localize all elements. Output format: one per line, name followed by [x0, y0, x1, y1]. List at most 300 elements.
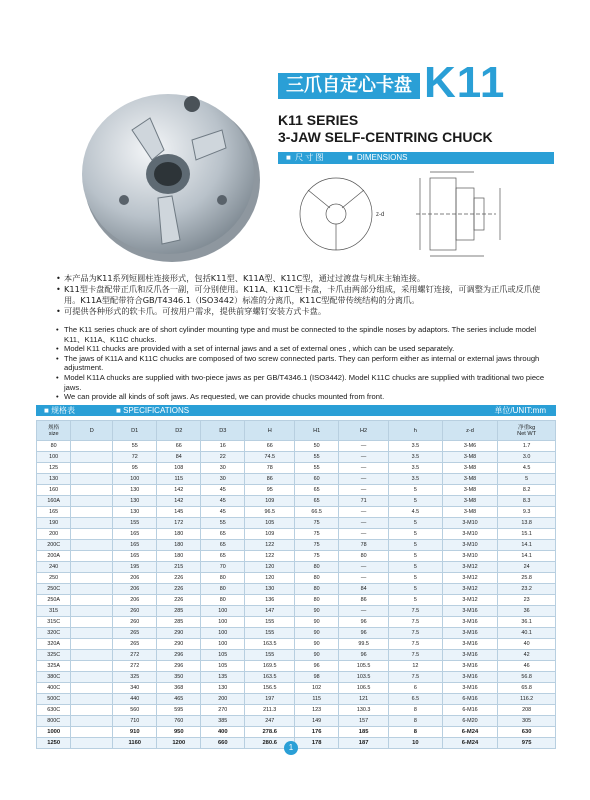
table-cell: 105	[201, 650, 245, 661]
table-cell: 99.5	[339, 639, 389, 650]
table-cell	[71, 496, 113, 507]
table-cell: 5	[389, 584, 443, 595]
table-cell: 160	[37, 485, 71, 496]
table-cell: 3-M8	[442, 452, 498, 463]
table-cell: 103.5	[339, 672, 389, 683]
table-cell: 1160	[113, 738, 157, 749]
table-cell: 122	[245, 540, 295, 551]
table-cell: 120	[245, 562, 295, 573]
table-cell: 86	[245, 474, 295, 485]
table-cell: 285	[157, 617, 201, 628]
table-row	[37, 463, 556, 474]
notes-chinese	[56, 273, 556, 317]
table-cell: 325A	[37, 661, 71, 672]
table-cell: 3-M16	[442, 639, 498, 650]
table-cell: 3-M8	[442, 496, 498, 507]
table-cell: 108	[157, 463, 201, 474]
table-cell: 120	[245, 573, 295, 584]
table-cell: 206	[113, 595, 157, 606]
table-cell: 3-M10	[442, 529, 498, 540]
table-cell: —	[339, 463, 389, 474]
table-cell: 75	[295, 529, 339, 540]
table-cell: 65	[295, 496, 339, 507]
table-cell: 290	[157, 639, 201, 650]
table-cell: 247	[245, 716, 295, 727]
table-cell: 5	[389, 562, 443, 573]
table-cell: 30	[201, 463, 245, 474]
table-cell: 3-M16	[442, 617, 498, 628]
table-row	[37, 716, 556, 727]
table-cell: 185	[339, 727, 389, 738]
note-en: • Model K11 chucks are provided with a set of internal jaws and a set of external ones , which can be used separately.	[56, 344, 556, 354]
table-cell: 156.5	[245, 683, 295, 694]
table-cell: 75	[295, 551, 339, 562]
table-cell	[71, 595, 113, 606]
table-cell: 3.5	[389, 463, 443, 474]
dimensions-bar	[278, 152, 554, 164]
table-cell: 16	[201, 441, 245, 452]
page-number: 1	[284, 741, 298, 755]
table-cell: 80	[201, 584, 245, 595]
table-row	[37, 573, 556, 584]
table-cell: 385	[201, 716, 245, 727]
table-cell: 290	[157, 628, 201, 639]
table-row	[37, 485, 556, 496]
table-cell: 165	[113, 529, 157, 540]
table-cell: 800C	[37, 716, 71, 727]
table-cell: 95	[245, 485, 295, 496]
table-cell: 22	[201, 452, 245, 463]
table-cell: 96	[339, 628, 389, 639]
column-header: D	[71, 421, 113, 441]
table-cell: 250A	[37, 595, 71, 606]
table-cell: 180	[157, 529, 201, 540]
table-cell: 180	[157, 540, 201, 551]
table-cell: 45	[201, 507, 245, 518]
table-cell: 760	[157, 716, 201, 727]
table-cell: 197	[245, 694, 295, 705]
table-cell: 160A	[37, 496, 71, 507]
table-cell	[71, 507, 113, 518]
table-cell: 80	[295, 584, 339, 595]
table-row	[37, 727, 556, 738]
table-cell: 265	[113, 639, 157, 650]
table-cell: 24	[498, 562, 556, 573]
table-cell: 123	[295, 705, 339, 716]
table-cell: 130	[201, 683, 245, 694]
table-cell: 400C	[37, 683, 71, 694]
table-cell: 950	[157, 727, 201, 738]
table-cell	[71, 683, 113, 694]
table-cell: 3-M16	[442, 683, 498, 694]
table-cell: 13.8	[498, 518, 556, 529]
table-cell: 8	[389, 727, 443, 738]
table-cell: 325C	[37, 650, 71, 661]
table-cell: 272	[113, 650, 157, 661]
table-row	[37, 551, 556, 562]
table-cell: 5	[389, 518, 443, 529]
table-cell: —	[339, 573, 389, 584]
specifications-bar	[36, 405, 556, 416]
table-cell: 400	[201, 727, 245, 738]
table-cell: 50	[295, 441, 339, 452]
dimension-drawing	[290, 168, 556, 260]
table-cell: 130	[245, 584, 295, 595]
table-row	[37, 639, 556, 650]
chuck-photo	[72, 70, 272, 270]
table-cell: 165	[113, 540, 157, 551]
table-cell: 195	[113, 562, 157, 573]
table-cell: 36.1	[498, 617, 556, 628]
table-cell: 5	[389, 485, 443, 496]
table-cell: —	[339, 518, 389, 529]
table-cell: 8	[389, 716, 443, 727]
table-cell: 163.5	[245, 639, 295, 650]
table-cell: 55	[295, 452, 339, 463]
table-cell: 211.3	[245, 705, 295, 716]
table-cell: 155	[245, 628, 295, 639]
table-cell: 260	[113, 606, 157, 617]
table-cell: 130	[113, 485, 157, 496]
dimensions-label-cn: 尺 寸 图	[295, 153, 324, 162]
table-cell: 80	[201, 573, 245, 584]
table-cell: 14.1	[498, 540, 556, 551]
notes-english	[56, 325, 556, 402]
table-cell: 78	[245, 463, 295, 474]
table-cell: 3-M12	[442, 595, 498, 606]
table-cell: 3-M16	[442, 661, 498, 672]
table-cell	[71, 705, 113, 716]
table-cell: 5	[389, 540, 443, 551]
table-cell: 208	[498, 705, 556, 716]
table-cell	[71, 727, 113, 738]
table-cell: 109	[245, 496, 295, 507]
table-cell: 65.8	[498, 683, 556, 694]
table-cell: 440	[113, 694, 157, 705]
table-cell: 74.5	[245, 452, 295, 463]
table-cell: 86	[339, 595, 389, 606]
table-cell: —	[339, 507, 389, 518]
table-cell	[71, 573, 113, 584]
column-header: h	[389, 421, 443, 441]
note-en: • The jaws of K11A and K11C chucks are composed of two screw connected parts. They can perform either as internal or external jaws through adjustment.	[56, 354, 556, 373]
table-cell	[71, 694, 113, 705]
table-cell: 90	[295, 628, 339, 639]
table-cell: 84	[157, 452, 201, 463]
table-cell: 1.7	[498, 441, 556, 452]
table-cell	[71, 650, 113, 661]
table-cell: 215	[157, 562, 201, 573]
table-cell: 3-M8	[442, 463, 498, 474]
table-header-row	[37, 421, 556, 441]
table-row	[37, 683, 556, 694]
table-cell: 90	[295, 617, 339, 628]
bullet-square-icon: ■	[347, 153, 353, 162]
table-cell: 200C	[37, 540, 71, 551]
table-cell: 30	[201, 474, 245, 485]
table-cell: 23	[498, 595, 556, 606]
column-header: 规格 size	[37, 421, 71, 441]
table-cell: 4.5	[498, 463, 556, 474]
table-cell: 130.3	[339, 705, 389, 716]
table-cell: 660	[201, 738, 245, 749]
table-cell: 3-M10	[442, 540, 498, 551]
table-cell	[71, 474, 113, 485]
table-cell: 7.5	[389, 617, 443, 628]
table-cell: 8.3	[498, 496, 556, 507]
table-cell: 36	[498, 606, 556, 617]
table-cell: 40.1	[498, 628, 556, 639]
table-row	[37, 650, 556, 661]
table-cell: 125	[37, 463, 71, 474]
table-cell: 1200	[157, 738, 201, 749]
table-cell: 80	[201, 595, 245, 606]
table-cell	[71, 485, 113, 496]
table-cell: 500C	[37, 694, 71, 705]
table-cell: 272	[113, 661, 157, 672]
table-cell: 176	[295, 727, 339, 738]
table-cell	[71, 562, 113, 573]
table-row	[37, 540, 556, 551]
table-cell: 115	[157, 474, 201, 485]
table-cell: 90	[295, 650, 339, 661]
table-cell: 187	[339, 738, 389, 749]
table-cell	[71, 518, 113, 529]
title-chinese: 三爪自定心卡盘	[278, 73, 420, 99]
table-cell: 5	[389, 573, 443, 584]
note-en: • Model K11A chucks are supplied with two-piece jaws as per GB/T4346.1 (ISO3442). Model K11C chucks are supplied with traditional two piece jaws.	[56, 373, 556, 392]
table-cell: 4.5	[389, 507, 443, 518]
table-cell: 630	[498, 727, 556, 738]
table-cell: 8	[389, 705, 443, 716]
table-cell: 90	[295, 639, 339, 650]
table-cell: 3-M16	[442, 606, 498, 617]
table-cell	[71, 606, 113, 617]
table-cell: 106.5	[339, 683, 389, 694]
table-row	[37, 661, 556, 672]
table-cell: 147	[245, 606, 295, 617]
table-cell: 10	[389, 738, 443, 749]
table-cell: 320C	[37, 628, 71, 639]
table-body	[37, 441, 556, 749]
table-cell: 3-M10	[442, 518, 498, 529]
table-cell: 7.5	[389, 672, 443, 683]
table-cell: 55	[295, 463, 339, 474]
table-cell: 40	[498, 639, 556, 650]
table-cell: 121	[339, 694, 389, 705]
table-cell: 630C	[37, 705, 71, 716]
table-row	[37, 606, 556, 617]
table-cell: 710	[113, 716, 157, 727]
table-cell	[71, 529, 113, 540]
table-row	[37, 562, 556, 573]
table-row	[37, 452, 556, 463]
table-cell: —	[339, 529, 389, 540]
table-cell: 3-M16	[442, 628, 498, 639]
table-cell: 285	[157, 606, 201, 617]
table-cell: 3-M12	[442, 562, 498, 573]
specifications-label-en: ■ SPECIFICATIONS	[116, 406, 190, 415]
table-cell: 3-M8	[442, 474, 498, 485]
table-cell: 296	[157, 650, 201, 661]
table-cell: 368	[157, 683, 201, 694]
table-row	[37, 474, 556, 485]
table-cell: 115	[295, 694, 339, 705]
bullet-square-icon: ■	[286, 153, 291, 162]
table-cell: 278.6	[245, 727, 295, 738]
table-cell	[71, 628, 113, 639]
table-row	[37, 507, 556, 518]
table-cell: 305	[498, 716, 556, 727]
table-cell: 142	[157, 485, 201, 496]
table-row	[37, 595, 556, 606]
table-cell: 6-M16	[442, 694, 498, 705]
unit-label: 单位/UNIT:mm	[494, 406, 546, 415]
table-cell: 23.2	[498, 584, 556, 595]
table-cell: 206	[113, 584, 157, 595]
table-cell: 595	[157, 705, 201, 716]
table-cell: 250C	[37, 584, 71, 595]
table-cell: 3-M16	[442, 672, 498, 683]
table-cell: 15.1	[498, 529, 556, 540]
table-cell: 155	[245, 617, 295, 628]
zd-label: z-d	[376, 212, 385, 218]
table-cell: 56.8	[498, 672, 556, 683]
table-cell: 163.5	[245, 672, 295, 683]
table-cell: 75	[295, 540, 339, 551]
table-cell: 226	[157, 573, 201, 584]
table-cell: 8.2	[498, 485, 556, 496]
table-cell: 25.8	[498, 573, 556, 584]
table-cell: 155	[245, 650, 295, 661]
table-cell: 9.3	[498, 507, 556, 518]
table-cell: 325	[113, 672, 157, 683]
table-cell: 80	[295, 595, 339, 606]
table-cell: 102	[295, 683, 339, 694]
table-cell: 1000	[37, 727, 71, 738]
table-cell: 6-M24	[442, 738, 498, 749]
table-cell	[71, 441, 113, 452]
table-cell: —	[339, 474, 389, 485]
column-header: 净重kg Net WT	[498, 421, 556, 441]
table-cell	[71, 738, 113, 749]
table-cell: 65	[201, 540, 245, 551]
table-cell: 71	[339, 496, 389, 507]
column-header: H	[245, 421, 295, 441]
table-cell: 280.6	[245, 738, 295, 749]
table-cell: 66.5	[295, 507, 339, 518]
table-cell: 315	[37, 606, 71, 617]
table-cell: 142	[157, 496, 201, 507]
table-cell: 122	[245, 551, 295, 562]
table-cell: —	[339, 452, 389, 463]
table-cell: 350	[157, 672, 201, 683]
table-cell: 3.0	[498, 452, 556, 463]
note-cn: • K11型卡盘配带正爪和反爪各一副，可分别使用。K11A、K11C型卡盘，卡爪由两部分组成，采用螺钉连接，可调整为正爪或反爪使用。K11A型配带符合GB/T4346.1（ISO3442）标准的分离爪，K11C型配带传统结构的分离爪。	[56, 284, 556, 306]
table-row	[37, 628, 556, 639]
table-cell: 42	[498, 650, 556, 661]
table-cell: 910	[113, 727, 157, 738]
table-cell: 78	[339, 540, 389, 551]
table-row	[37, 496, 556, 507]
table-cell: 135	[201, 672, 245, 683]
table-cell: 200	[37, 529, 71, 540]
table-cell: 100	[37, 452, 71, 463]
table-cell: 96.5	[245, 507, 295, 518]
series-code: K11	[424, 58, 506, 107]
table-cell: 130	[113, 507, 157, 518]
table-cell: 200A	[37, 551, 71, 562]
table-cell: 315C	[37, 617, 71, 628]
table-cell: 95	[113, 463, 157, 474]
table-cell: 80	[295, 562, 339, 573]
table-cell: 3-M16	[442, 650, 498, 661]
table-cell: 55	[113, 441, 157, 452]
note-en: • We can provide all kinds of soft jaws. As requested, we can provide chucks mounted from front.	[56, 392, 556, 402]
table-cell: 7.5	[389, 606, 443, 617]
table-cell: —	[339, 441, 389, 452]
table-cell: 6	[389, 683, 443, 694]
table-cell: 96	[339, 650, 389, 661]
table-cell: 149	[295, 716, 339, 727]
table-cell: 260	[113, 617, 157, 628]
column-header: D2	[157, 421, 201, 441]
table-row	[37, 672, 556, 683]
table-cell: 6-M24	[442, 727, 498, 738]
table-cell: 465	[157, 694, 201, 705]
table-cell: 70	[201, 562, 245, 573]
table-cell	[71, 639, 113, 650]
table-cell: 105.5	[339, 661, 389, 672]
table-cell	[71, 672, 113, 683]
table-cell: 96	[295, 661, 339, 672]
note-en: • The K11 series chuck are of short cylinder mounting type and must be connected to the spindle noses by adaptors. The series include model K11、K11A、K11C chucks.	[56, 325, 556, 344]
table-row	[37, 694, 556, 705]
table-cell: 75	[295, 518, 339, 529]
table-cell	[71, 617, 113, 628]
table-cell: 200	[201, 694, 245, 705]
table-cell: 5	[498, 474, 556, 485]
table-cell: 226	[157, 595, 201, 606]
table-cell	[71, 661, 113, 672]
table-cell	[71, 463, 113, 474]
table-cell: 14.1	[498, 551, 556, 562]
table-cell	[71, 716, 113, 727]
table-cell: 84	[339, 584, 389, 595]
table-cell: 560	[113, 705, 157, 716]
table-cell: 3-M10	[442, 551, 498, 562]
table-cell: 130	[113, 496, 157, 507]
table-cell	[71, 540, 113, 551]
table-cell: 270	[201, 705, 245, 716]
table-cell: 116.2	[498, 694, 556, 705]
table-cell: 12	[389, 661, 443, 672]
table-cell: —	[339, 485, 389, 496]
table-cell: 296	[157, 661, 201, 672]
table-cell: 80	[37, 441, 71, 452]
table-cell: 7.5	[389, 650, 443, 661]
table-cell: 60	[295, 474, 339, 485]
table-cell: 165	[113, 551, 157, 562]
table-cell: 5	[389, 496, 443, 507]
table-cell: 130	[37, 474, 71, 485]
table-row	[37, 529, 556, 540]
table-cell: 1250	[37, 738, 71, 749]
table-cell: 46	[498, 661, 556, 672]
note-cn: • 本产品为K11系列短圆柱连接形式，包括K11型、K11A型、K11C型，通过过渡盘与机床主轴连接。	[56, 273, 556, 284]
table-cell: 206	[113, 573, 157, 584]
column-header: D1	[113, 421, 157, 441]
